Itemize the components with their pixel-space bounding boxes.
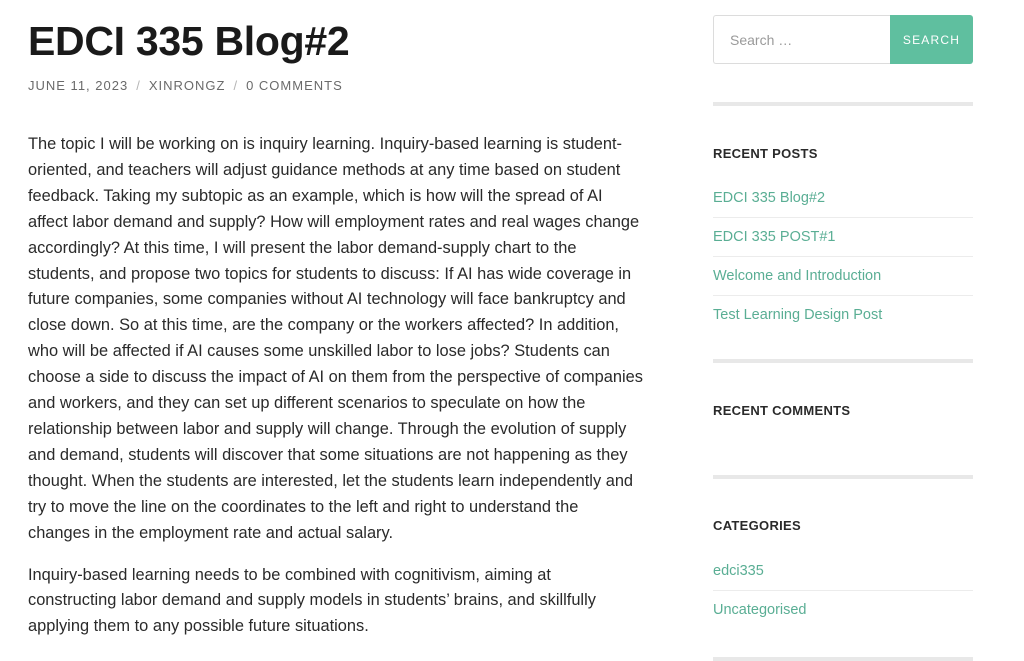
meta-separator: /: [136, 78, 141, 93]
post-author-link[interactable]: XINRONGZ: [148, 78, 226, 93]
recent-post-link[interactable]: Welcome and Introduction: [713, 268, 882, 284]
list-item: [713, 552, 973, 591]
search-input[interactable]: [713, 15, 890, 64]
recent-posts-list: [713, 179, 973, 334]
list-item: [713, 257, 973, 296]
recent-posts-title: RECENT POSTS: [713, 146, 818, 161]
recent-post-link[interactable]: Test Learning Design Post: [713, 307, 883, 323]
categories-list: [713, 552, 973, 629]
post-paragraph: Inquiry-based learning needs to be combined with cognitivism, aiming at constructing labor demand and supply models in students’ brains, and skillfully applying them to any possible future situations.: [28, 565, 596, 636]
post-paragraph: The topic I will be working on is inquiry learning. Inquiry-based learning is student-oriented, and teachers will adjust guidance methods at any time based on student feedback. Taking my subtopic as an example, which is how will the spread of AI affect labor demand and supply? How will employment rates and real wages change accordingly? At this time, I will present the labor demand-supply chart to the students, and propose two topics for students to discuss: If AI has wide coverage in future companies, some companies without AI technology will face bankruptcy and close down. So at this time, are the company or the workers affected? In addition, who will be affected if AI causes some unskilled labor to lose jobs? Students can choose a side to discuss the impact of AI on them from the perspective of companies and workers, and they can set up different scenarios to speculate on how the relationship between labor and supply will change. Through the evolution of supply and demand, students will discover that some situations are not happening as they thought. When the students are interested, let the students learn independently and try to move the line on the coordinates to the left and right to understand the changes in the employment rate and actual salary.: [28, 135, 643, 542]
post-date-link[interactable]: JUNE 11, 2023: [28, 78, 129, 93]
category-link[interactable]: edci335: [713, 563, 764, 579]
search-button[interactable]: SEARCH: [890, 15, 973, 64]
recent-post-link[interactable]: EDCI 335 POST#1: [713, 229, 836, 245]
list-item: [713, 218, 973, 257]
recent-comments-title: RECENT COMMENTS: [713, 403, 851, 418]
widget-divider: [713, 657, 973, 661]
list-item: [713, 296, 973, 334]
category-link[interactable]: Uncategorised: [713, 602, 807, 618]
widget-divider: [713, 102, 973, 106]
post-meta: [28, 78, 343, 93]
list-item: [713, 591, 973, 629]
list-item: [713, 179, 973, 218]
widget-divider: [713, 359, 973, 363]
post-body: [28, 132, 643, 656]
post-title: EDCI 335 Blog#2: [28, 18, 350, 64]
post-comments-link[interactable]: 0 COMMENTS: [246, 78, 343, 93]
categories-title: CATEGORIES: [713, 518, 801, 533]
meta-separator: /: [233, 78, 239, 93]
recent-post-link[interactable]: EDCI 335 Blog#2: [713, 190, 826, 206]
widget-divider: [713, 475, 973, 479]
search-form: [713, 15, 973, 64]
